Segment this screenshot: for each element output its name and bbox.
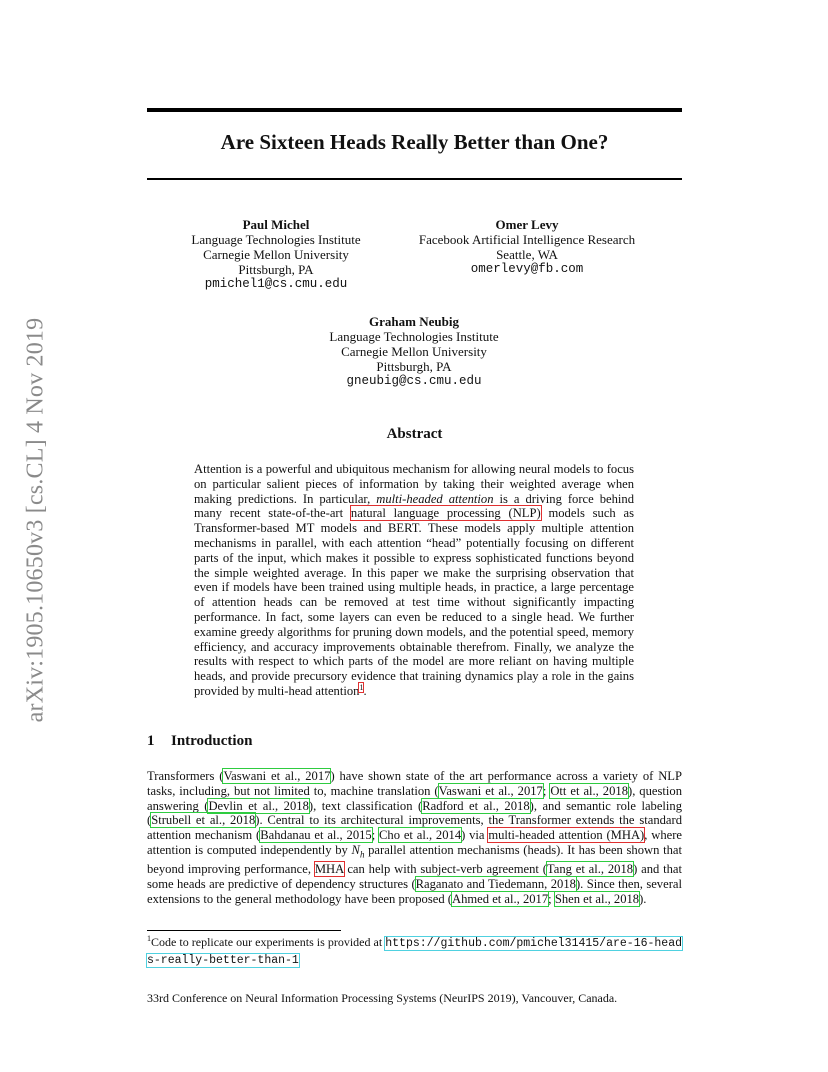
author-name: Graham Neubig (369, 314, 459, 329)
body-text: ), and semantic role labeling ( (147, 798, 683, 828)
author-location: Pittsburgh, PA (238, 262, 314, 277)
body-text: ), question answering ( (147, 783, 682, 813)
citation-link[interactable]: Vaswani et al., 2017 (223, 769, 331, 783)
body-text: ). Central to its architectural improvements, the Transformer extends the standard attention mechanism ( (147, 813, 682, 843)
author-name: Omer Levy (495, 217, 559, 232)
abstract-text: . (363, 683, 367, 698)
citation-link[interactable]: Tang et al., 2018 (546, 862, 634, 877)
body-text: ; (542, 783, 551, 798)
citation-link[interactable]: Radford et al., 2018 (422, 798, 530, 813)
paper-title: Are Sixteen Heads Really Better than One? (220, 130, 609, 154)
body-text: parallel attention mechanisms (heads). It has been shown that beyond improving performance, (147, 842, 682, 877)
body-text: can help with subject-verb agreement ( (343, 862, 547, 877)
author-affiliation: Language Technologies Institute (329, 329, 499, 344)
footnote (147, 935, 682, 968)
body-text: ). (639, 891, 647, 906)
body-text: ), text classification ( (308, 798, 423, 813)
author-name: Paul Michel (242, 217, 310, 232)
body-text: ) and that some heads are predictive of dependency structures ( (147, 862, 682, 892)
body-text: ). Since then, several extensions to the general methodology have been proposed ( (147, 877, 682, 906)
footnote-rule (147, 930, 341, 931)
citation-link[interactable]: Bahdanau et al., 2015 (260, 828, 372, 843)
author-affiliation: Carnegie Mellon University (341, 344, 487, 359)
section-heading (147, 733, 252, 750)
abstract-text: is a driving force behind many recent state-of-the-art (194, 491, 635, 521)
abstract-text: models such as Transformer-based MT models and BERT. These models apply multiple attention mechanisms in parallel, with each attention “head” potentially focusing on different parts of the input, which makes it possible to express sophisticated functions beyond the simple weighted average. In this paper we make the surprising observation that even if models have been trained using multiple heads, in practice, a large percentage of attention heads can be removed at test time without significantly impacting performance. In fact, some layers can even be reduced to a single head. We further examine greedy algorithms for pruning down models, and the potential speed, memory efficiency, and accuracy improvements obtainable therefrom. Finally, we analyze the results with respect to which parts of the model are more reliant on having multiple heads, and provide precursory evidence that training dynamics play a role in the gains provided by multi-head attention (194, 506, 634, 698)
citation-link[interactable]: Cho et al., 2014 (379, 828, 462, 843)
citation-link[interactable]: Devlin et al., 2018 (208, 798, 309, 813)
abstract-text: Attention is a powerful and ubiquitous mechanism for allowing neural models to focus on particular salient pieces of information by taking their weighted average when making predictions. In particular, (194, 462, 634, 506)
author-location: Seattle, WA (496, 247, 558, 262)
body-text: ) have shown state of the art performance across a variety of NLP tasks, including, but not limited to, machine translation ( (147, 769, 682, 798)
section-number: 1 (147, 733, 155, 749)
acronym-link-mha[interactable]: MHA (314, 862, 344, 877)
footnote-text: Code to replicate our experiments is provided at (151, 935, 386, 949)
citation-link[interactable]: Strubell et al., 2018 (151, 813, 256, 828)
venue-footer: 33rd Conference on Neural Information Processing Systems (NeurIPS 2019), Vancouver, Canada. (147, 991, 618, 1005)
math-symbol: N (351, 842, 360, 857)
abstract-emphasis: multi-headed attention (376, 491, 494, 506)
acronym-link-nlp[interactable]: natural language processing (NLP) (350, 506, 541, 521)
abstract-body (194, 462, 634, 699)
title-rule-top (147, 108, 682, 112)
author-block-1 (176, 217, 376, 292)
author-location: Pittsburgh, PA (376, 359, 452, 374)
code-url-link[interactable]: https://github.com/pmichel31415/are-16-heads-really-better-than-1 (147, 937, 682, 967)
citation-link[interactable]: Ott et al., 2018 (550, 783, 628, 798)
citation-link[interactable]: Shen et al., 2018 (554, 891, 640, 906)
section-title: Introduction (171, 733, 253, 749)
citation-link[interactable]: Raganato and Tiedemann, 2018 (415, 877, 576, 892)
body-text: Transformers ( (147, 769, 224, 783)
body-text: ) via (461, 828, 489, 843)
acronym-link-mha[interactable]: multi-headed attention (MHA) (488, 828, 645, 843)
author-email[interactable]: omerlevy@fb.com (470, 262, 584, 276)
author-email[interactable]: gneubig@cs.cmu.edu (346, 374, 482, 388)
body-text: ; (548, 891, 555, 906)
body-text: ; (371, 828, 380, 843)
math-subscript: h (359, 849, 365, 860)
abstract-heading: Abstract (386, 426, 443, 442)
author-affiliation: Language Technologies Institute (191, 232, 361, 247)
author-affiliation: Facebook Artificial Intelligence Research (418, 232, 636, 247)
arxiv-identifier: arXiv:1905.10650v3 [cs.CL] 4 Nov 2019 (22, 317, 49, 723)
author-email[interactable]: pmichel1@cs.cmu.edu (204, 277, 348, 291)
author-affiliation: Carnegie Mellon University (203, 247, 349, 262)
body-text: , where attention is computed independently by (147, 828, 682, 857)
citation-link[interactable]: Ahmed et al., 2017 (451, 891, 549, 906)
title-rule-bottom (147, 178, 682, 180)
footnote-link[interactable]: 1 (359, 682, 364, 692)
footnote-mark: 1 (147, 934, 151, 943)
introduction-paragraph (147, 769, 682, 907)
citation-link[interactable]: Vaswani et al., 2017 (438, 783, 543, 798)
author-block-2 (407, 217, 647, 277)
author-block-3 (314, 314, 514, 389)
